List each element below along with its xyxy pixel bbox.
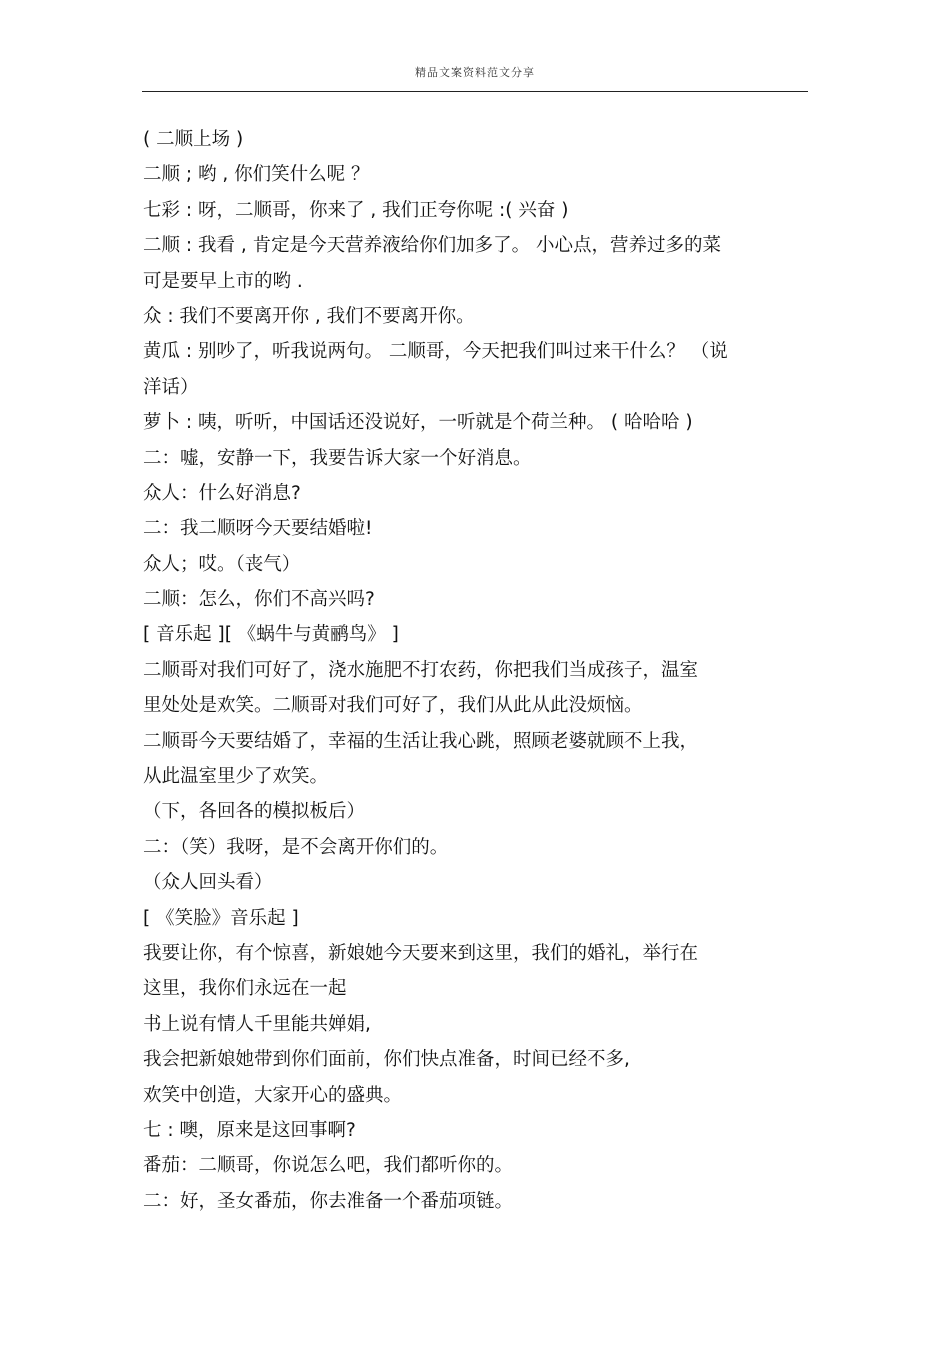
- page-header: 精品文案资料范文分享: [415, 66, 535, 79]
- header-rule: [142, 91, 808, 92]
- script-line: 番茄：二顺哥，你说怎么吧，我们都听你的。: [143, 1155, 514, 1177]
- script-line: 众人；哎。（丧气）: [143, 553, 301, 575]
- script-line: 二顺：怎么，你们不高兴吗?: [143, 589, 375, 611]
- script-line: ( 二顺上场 ): [143, 129, 244, 150]
- script-line: 众人：什么好消息?: [143, 482, 301, 504]
- script-line: （下，各回各的模拟板后）: [143, 801, 366, 823]
- script-line: 里处处是欢笑。二顺哥对我们可好了，我们从此从此没烦恼。: [143, 695, 643, 717]
- script-line: 二顺哥今天要结婚了，幸福的生活让我心跳，照顾老婆就顾不上我，: [143, 730, 699, 752]
- script-line: 众 : 我们不要离开你 , 我们不要离开你。: [143, 305, 475, 327]
- script-line: [ 《笑脸》音乐起 ]: [143, 907, 299, 929]
- script-line: 二顺 ; 哟 , 你们笑什么呢 ？: [143, 164, 370, 186]
- script-line: 洋话）: [143, 376, 199, 398]
- script-line: 二：嘘，安静一下，我要告诉大家一个好消息。: [143, 447, 532, 469]
- script-line: 从此温室里少了欢笑。: [143, 766, 329, 788]
- script-line: 二：我二顺呀今天要结婚啦!: [143, 518, 373, 540]
- script-body: [143, 122, 813, 1219]
- script-line: 这里，我你们永远在一起: [143, 978, 347, 1000]
- script-line: 我会把新娘她带到你们面前，你们快点准备，时间已经不多,: [143, 1049, 630, 1071]
- script-line: 二：（笑）我呀，是不会离开你们的。: [143, 836, 449, 858]
- script-line: 我要让你，有个惊喜，新娘她今天要来到这里，我们的婚礼，举行在: [143, 942, 699, 964]
- script-line: 二顺 : 我看 , 肯定是今天营养液给你们加多了。 小心点，营养过多的菜: [143, 235, 722, 257]
- script-line: 二顺哥对我们可好了，浇水施肥不打农药，你把我们当成孩子，温室: [143, 659, 699, 681]
- script-line: 可是要早上市的哟 .: [143, 270, 303, 292]
- script-line: 书上说有情人千里能共婵娟,: [143, 1013, 371, 1035]
- script-line: 二：好，圣女番茄，你去准备一个番茄项链。: [143, 1190, 514, 1212]
- script-line: 欢笑中创造，大家开心的盛典。: [143, 1084, 403, 1106]
- script-line: （众人回头看）: [143, 872, 273, 894]
- script-line: 七 : 噢，原来是这回事啊?: [143, 1119, 356, 1141]
- script-line: 萝卜 : 咦，听听，中国话还没说好，一听就是个荷兰种。 ( 哈哈哈 ): [143, 412, 693, 434]
- script-line: 七彩 : 呀，二顺哥，你来了 , 我们正夸你呢 :( 兴奋 ): [143, 199, 569, 221]
- script-line: 黄瓜 : 别吵了，听我说两句。 二顺哥，今天把我们叫过来干什么？ （说: [143, 341, 728, 363]
- script-line: [ 音乐起 ][ 《蜗牛与黄鹂鸟》 ]: [143, 624, 399, 646]
